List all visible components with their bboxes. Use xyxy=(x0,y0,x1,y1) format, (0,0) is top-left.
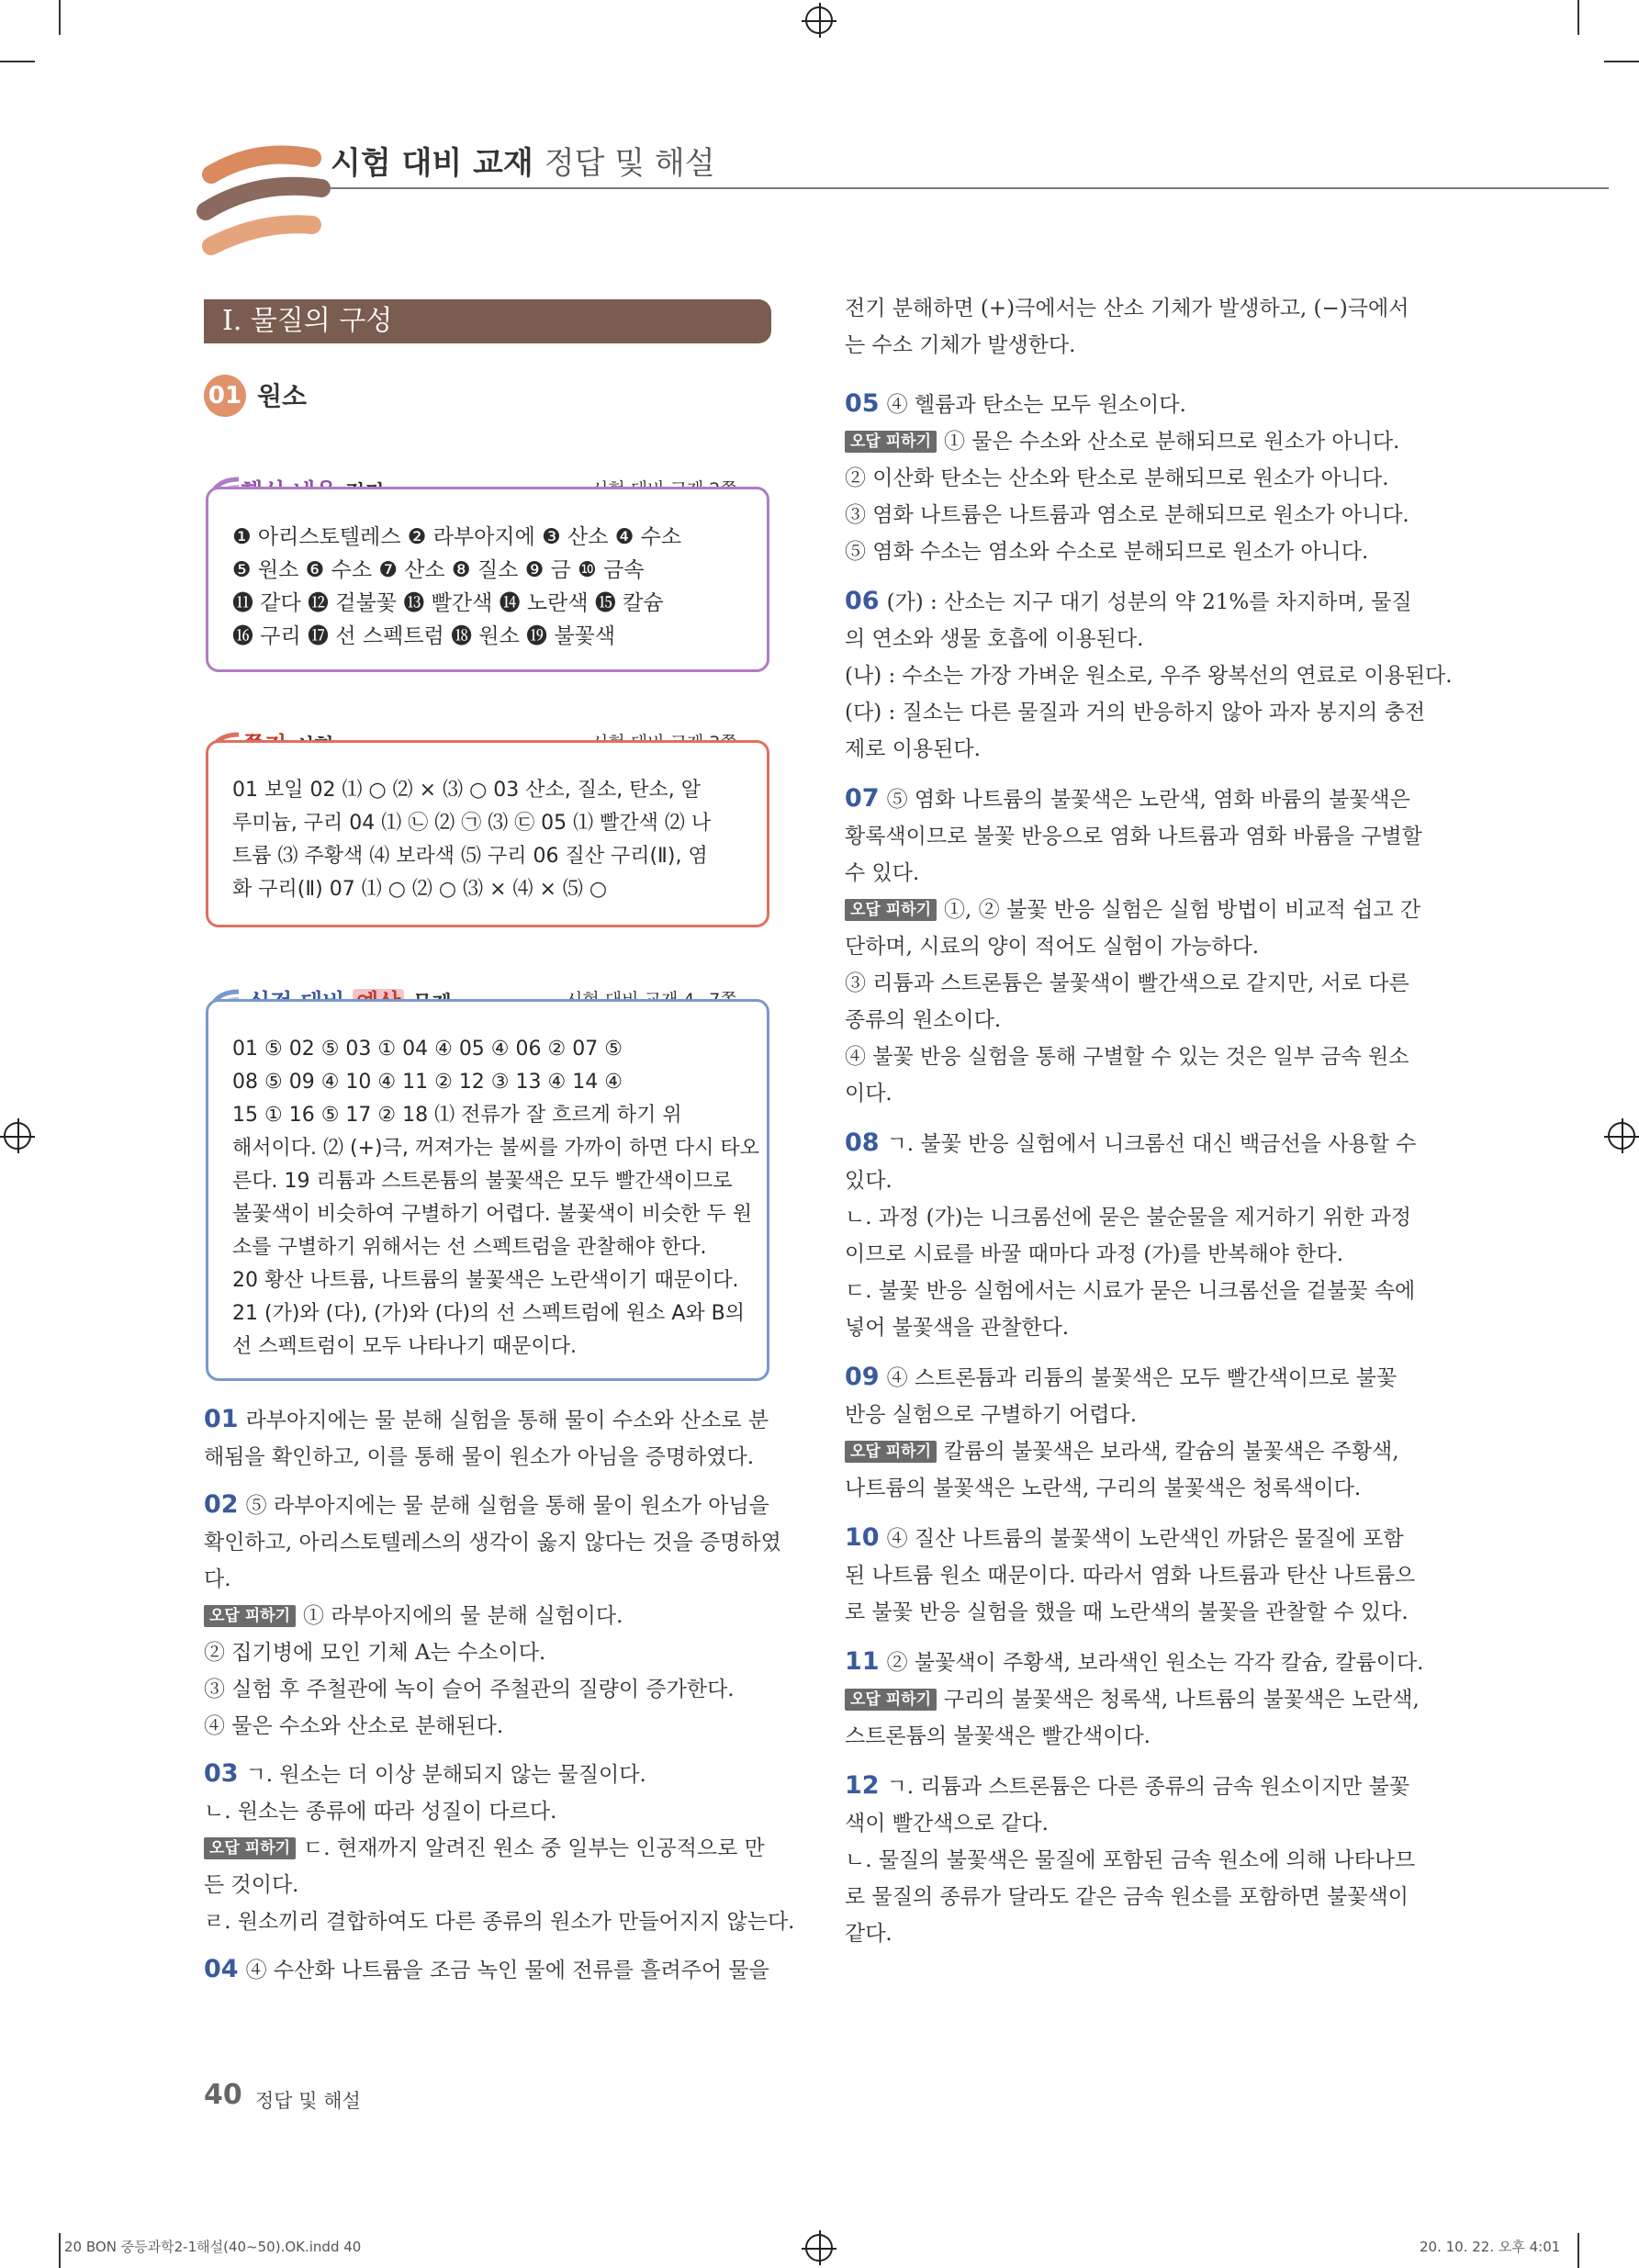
answer-text: 의 연소와 생물 호흡에 이용된다. xyxy=(845,627,1144,651)
answer-line xyxy=(845,1879,1432,1915)
print-slug-file: 20 BON 중등과학2-1해설(40~50).OK.indd 40 xyxy=(64,2239,362,2255)
answer-number: 06 xyxy=(845,587,880,615)
wrong-answer-tag: 오답 피하기 xyxy=(204,1605,296,1627)
answer-text: 든 것이다. xyxy=(204,1873,299,1897)
answer-line xyxy=(204,1793,773,1830)
answer-line xyxy=(204,1439,773,1476)
answer-line xyxy=(845,1805,1432,1842)
answer-line xyxy=(845,818,1432,855)
answer-line xyxy=(845,1915,1432,1952)
header-subtitle: 정답 및 해설 xyxy=(544,145,715,182)
answer-text: ㄱ. 리튬과 스트론튬은 다른 종류의 금속 원소이지만 불꽃 xyxy=(886,1775,1410,1799)
answer-text: 해됨을 확인하고, 이를 통해 물이 원소가 아님을 증명하였다. xyxy=(204,1445,755,1469)
answer-line xyxy=(204,1830,773,1867)
print-slug-date: 20. 10. 22. 오후 4:01 xyxy=(1420,2239,1561,2255)
practice-line: 01 ⑤ 02 ⑤ 03 ① 04 ④ 05 ④ 06 ② 07 ⑤ xyxy=(232,1038,623,1061)
answer-text: 구리의 불꽃색은 청록색, 나트륨의 불꽃색은 노란색, xyxy=(944,1688,1420,1712)
answer-number: 03 xyxy=(204,1759,239,1788)
right-answer-list xyxy=(845,386,1453,1965)
answer-line xyxy=(845,1470,1432,1507)
answer-line xyxy=(845,1644,1432,1681)
answer-line xyxy=(845,423,1432,460)
unit-number-badge: 01 xyxy=(204,375,246,417)
answer-text: ① 라부아지에의 물 분해 실험이다. xyxy=(303,1604,623,1628)
header-title xyxy=(331,138,715,183)
practice-box xyxy=(206,999,769,1381)
practice-line: 20 황산 나트륨, 나트륨의 불꽃색은 노란색이기 때문이다. xyxy=(232,1269,739,1292)
answer-text: ② 이산화 탄소는 산소와 탄소로 분해되므로 원소가 아니다. xyxy=(845,466,1389,490)
answer-number: 12 xyxy=(845,1771,880,1800)
answer-line xyxy=(845,621,1432,657)
answer-line xyxy=(845,965,1432,1002)
answer-block xyxy=(204,1951,773,1989)
header-title-main: 시험 대비 교재 xyxy=(331,145,533,182)
answer-line xyxy=(204,1756,773,1793)
answer-text: 종류의 원소이다. xyxy=(845,1008,1002,1032)
answer-text: ㄱ. 불꽃 반응 실험에서 니크롬선 대신 백금선을 사용할 수 xyxy=(886,1132,1417,1156)
answer-number: 10 xyxy=(845,1523,880,1552)
quiz-line: 화 구리(Ⅱ) 07 ⑴ ○ ⑵ ○ ⑶ × ⑷ × ⑸ ○ xyxy=(232,878,608,901)
answer-line xyxy=(845,460,1432,497)
crop-mark xyxy=(0,61,35,62)
answer-text: 수 있다. xyxy=(845,861,920,885)
wrong-answer-tag: 오답 피하기 xyxy=(845,1441,937,1463)
answer-text: 단하며, 시료의 양이 적어도 실험이 가능하다. xyxy=(845,935,1260,959)
answer-line xyxy=(204,1951,773,1989)
answer-line xyxy=(845,1039,1432,1075)
answer-line xyxy=(845,1162,1432,1199)
left-answer-list xyxy=(204,1401,795,2000)
answer-line xyxy=(845,1199,1432,1236)
answer-text: 색이 빨간색으로 같다. xyxy=(845,1812,1049,1836)
answer-line xyxy=(204,1598,773,1634)
right-intro-line: 는 수소 기체가 발생한다. xyxy=(845,333,1076,357)
answer-line xyxy=(845,583,1432,621)
answer-line xyxy=(845,1273,1432,1309)
answer-text: 된 나트륨 원소 때문이다. 따라서 염화 나트륨과 탄산 나트륨으 xyxy=(845,1564,1416,1588)
answer-number: 08 xyxy=(845,1128,880,1157)
crop-mark xyxy=(1577,2233,1579,2268)
answer-text: 다. xyxy=(204,1567,231,1591)
answer-line xyxy=(845,1594,1432,1631)
answer-text: ㄷ. 불꽃 반응 실험에서는 시료가 묻은 니크롬선을 겉불꽃 속에 xyxy=(845,1279,1416,1303)
right-intro-line: 전기 분해하면 (+)극에서는 산소 기체가 발생하고, (−)극에서 xyxy=(845,297,1409,320)
answer-text: ③ 리튬과 스트론튬은 불꽃색이 빨간색으로 같지만, 서로 다른 xyxy=(845,971,1409,995)
answer-text: (나) : 수소는 가장 가벼운 원소로, 우주 왕복선의 연료로 이용된다. xyxy=(845,664,1453,688)
header-swoosh-icon xyxy=(193,138,331,257)
wrong-answer-tag: 오답 피하기 xyxy=(845,1689,937,1711)
answer-line xyxy=(845,780,1432,818)
answer-text: 로 불꽃 반응 실험을 했을 때 노란색의 불꽃을 관찰할 수 있다. xyxy=(845,1600,1409,1624)
answer-line xyxy=(204,1401,773,1439)
answer-number: 01 xyxy=(204,1405,239,1433)
practice-line: 08 ⑤ 09 ④ 10 ④ 11 ② 12 ③ 13 ④ 14 ④ xyxy=(232,1071,623,1094)
answer-text: 이므로 시료를 바꿀 때마다 과정 (가)를 반복해야 한다. xyxy=(845,1242,1344,1266)
answer-line xyxy=(845,1842,1432,1879)
answer-number: 11 xyxy=(845,1647,880,1676)
answer-text: ㄴ. 물질의 불꽃색은 물질에 포함된 금속 원소에 의해 나타나므 xyxy=(845,1848,1416,1872)
answer-text: 반응 실험으로 구별하기 어렵다. xyxy=(845,1403,1138,1427)
answer-text: 로 물질의 종류가 달라도 같은 금속 원소를 포함하면 불꽃색이 xyxy=(845,1885,1409,1909)
crop-mark xyxy=(59,2233,61,2268)
answer-line xyxy=(845,1236,1432,1273)
footer-label: 정답 및 해설 xyxy=(255,2090,361,2112)
wrong-answer-tag: 오답 피하기 xyxy=(204,1837,296,1859)
answer-text: (가) : 산소는 지구 대기 성분의 약 21%를 차지하며, 물질 xyxy=(886,590,1412,614)
answer-block xyxy=(204,1401,773,1476)
unit-title: 원소 xyxy=(257,381,308,411)
practice-line: 21 (가)와 (다), (가)와 (다)의 선 스펙트럼에 원소 A와 B의 xyxy=(232,1302,746,1325)
page-number: 40 xyxy=(204,2079,242,2111)
answer-block xyxy=(845,583,1453,768)
answer-line xyxy=(845,1075,1432,1112)
answer-line xyxy=(204,1903,795,1940)
header-rule xyxy=(331,187,1609,189)
answer-block xyxy=(845,1768,1432,1952)
answer-text: 제로 이용된다. xyxy=(845,737,981,761)
answer-text: 황록색이므로 불꽃 반응으로 염화 나트륨과 염화 바륨을 구별할 xyxy=(845,825,1422,848)
answer-line xyxy=(845,657,1453,694)
answer-text: ㄷ. 현재까지 알려진 원소 중 일부는 인공적으로 만 xyxy=(303,1836,765,1860)
summary-row: ⓰ 구리 ⓱ 선 스펙트럼 ⓲ 원소 ⓳ 불꽃색 xyxy=(232,624,616,648)
answer-line xyxy=(204,1671,773,1708)
answer-block xyxy=(845,780,1432,1112)
summary-row: ⓫ 같다 ⓬ 겉불꽃 ⓭ 빨간색 ⓮ 노란색 ⓯ 칼슘 xyxy=(232,591,664,615)
answer-line xyxy=(845,497,1432,533)
answer-line xyxy=(845,1520,1432,1557)
wrong-answer-tag: 오답 피하기 xyxy=(845,431,937,453)
answer-block xyxy=(204,1756,795,1940)
wrong-answer-tag: 오답 피하기 xyxy=(845,899,937,921)
answer-text: 확인하고, 아리스토텔레스의 생각이 옳지 않다는 것을 증명하였 xyxy=(204,1531,781,1555)
answer-text: ⑤ 염화 수소는 염소와 수소로 분해되므로 원소가 아니다. xyxy=(845,540,1369,564)
answer-line xyxy=(845,1433,1432,1470)
answer-line xyxy=(845,1768,1432,1805)
crop-mark xyxy=(1604,61,1639,62)
answer-line xyxy=(845,1557,1432,1594)
answer-line xyxy=(204,1487,773,1524)
summary-box xyxy=(206,487,769,672)
answer-line xyxy=(204,1524,781,1561)
answer-line xyxy=(845,1002,1432,1039)
registration-mark-icon xyxy=(805,2234,833,2262)
answer-text: 이다. xyxy=(845,1082,892,1106)
answer-number: 04 xyxy=(204,1955,239,1983)
answer-line xyxy=(845,1718,1432,1755)
answer-text: 나트륨의 불꽃색은 노란색, 구리의 불꽃색은 청록색이다. xyxy=(845,1476,1362,1500)
answer-text: ④ 불꽃 반응 실험을 통해 구별할 수 있는 것은 일부 금속 원소 xyxy=(845,1045,1409,1069)
answer-block xyxy=(845,1644,1432,1755)
answer-text: 칼륨의 불꽃색은 보라색, 칼슘의 불꽃색은 주황색, xyxy=(944,1440,1399,1464)
answer-text: ⑤ 염화 나트륨의 불꽃색은 노란색, 염화 바륨의 불꽃색은 xyxy=(886,788,1410,812)
answer-block xyxy=(204,1487,781,1745)
answer-text: ④ 수산화 나트륨을 조금 녹인 물에 전류를 흘려주어 물을 xyxy=(245,1959,769,1982)
answer-block xyxy=(845,386,1432,570)
quiz-line: 01 보일 02 ⑴ ○ ⑵ × ⑶ ○ 03 산소, 질소, 탄소, 알 xyxy=(232,779,701,802)
answer-number: 07 xyxy=(845,784,880,813)
answer-number: 09 xyxy=(845,1363,880,1391)
practice-line: 른다. 19 리튬과 스트론튬의 불꽃색은 모두 빨간색이므로 xyxy=(232,1170,733,1193)
section-title: Ⅰ. 물질의 구성 xyxy=(204,299,771,343)
answer-text: ④ 질산 나트륨의 불꽃색이 노란색인 까닭은 물질에 포함 xyxy=(886,1527,1404,1551)
answer-text: ② 불꽃색이 주황색, 보라색인 원소는 각각 칼슘, 칼륨이다. xyxy=(886,1651,1424,1675)
quiz-line: 트륨 ⑶ 주황색 ⑷ 보라색 ⑸ 구리 06 질산 구리(Ⅱ), 염 xyxy=(232,845,708,868)
answer-text: 있다. xyxy=(845,1169,892,1193)
right-intro xyxy=(845,290,1432,364)
answer-text: ④ 스트론튬과 리튬의 불꽃색은 모두 빨간색이므로 불꽃 xyxy=(886,1366,1398,1390)
answer-line xyxy=(845,1397,1432,1433)
quiz-box xyxy=(206,740,769,927)
answer-block xyxy=(845,1520,1432,1631)
answer-text: ③ 염화 나트륨은 나트륨과 염소로 분해되므로 원소가 아니다. xyxy=(845,503,1409,527)
answer-number: 02 xyxy=(204,1490,239,1519)
registration-mark-icon xyxy=(4,1122,31,1150)
practice-line: 선 스펙트럼이 모두 나타나기 때문이다. xyxy=(232,1335,577,1358)
answer-block xyxy=(845,1125,1432,1346)
answer-line xyxy=(845,533,1432,570)
answer-text: 라부아지에는 물 분해 실험을 통해 물이 수소와 산소로 분 xyxy=(245,1409,769,1432)
answer-text: ㄱ. 원소는 더 이상 분해되지 않는 물질이다. xyxy=(245,1763,646,1787)
answer-line xyxy=(845,1681,1432,1718)
crop-mark xyxy=(59,0,61,35)
summary-row: ❺ 원소 ❻ 수소 ❼ 산소 ❽ 질소 ❾ 금 ❿ 금속 xyxy=(232,558,645,582)
answer-text: ① 물은 수소와 산소로 분해되므로 원소가 아니다. xyxy=(944,430,1400,454)
answer-text: 같다. xyxy=(845,1922,892,1946)
quiz-line: 루미늄, 구리 04 ⑴ ㉡ ⑵ ㉠ ⑶ ㉢ 05 ⑴ 빨간색 ⑵ 나 xyxy=(232,812,712,835)
answer-line xyxy=(845,386,1432,423)
answer-text: ③ 실험 후 주철관에 녹이 슬어 주철관의 질량이 증가한다. xyxy=(204,1678,735,1701)
registration-mark-icon xyxy=(1608,1122,1635,1150)
answer-line xyxy=(845,694,1432,731)
answer-text: ㄴ. 과정 (가)는 니크롬선에 묻은 불순물을 제거하기 위한 과정 xyxy=(845,1206,1411,1229)
answer-line xyxy=(845,892,1432,928)
answer-line xyxy=(845,731,1432,768)
answer-line xyxy=(845,1125,1432,1162)
crop-mark xyxy=(1577,0,1579,35)
answer-text: ㄴ. 원소는 종류에 따라 성질이 다르다. xyxy=(204,1800,557,1824)
practice-line: 소를 구별하기 위해서는 선 스펙트럼을 관찰해야 한다. xyxy=(232,1236,707,1259)
answer-text: ⑤ 라부아지에는 물 분해 실험을 통해 물이 원소가 아님을 xyxy=(245,1494,769,1518)
answer-text: ㄹ. 원소끼리 결합하여도 다른 종류의 원소가 만들어지지 않는다. xyxy=(204,1910,795,1934)
answer-text: (다) : 질소는 다른 물질과 거의 반응하지 않아 과자 봉지의 충전 xyxy=(845,701,1426,724)
answer-block xyxy=(845,1359,1432,1507)
answer-line xyxy=(845,1359,1432,1397)
practice-line: 해서이다. ⑵ (+)극, 꺼져가는 불씨를 가까이 하면 다시 타오 xyxy=(232,1137,759,1160)
answer-text: ② 집기병에 모인 기체 A는 수소이다. xyxy=(204,1641,546,1665)
answer-text: ①, ② 불꽃 반응 실험은 실험 방법이 비교적 쉽고 간 xyxy=(944,898,1421,922)
answer-text: 스트론튬의 불꽃색은 빨간색이다. xyxy=(845,1724,1151,1748)
answer-line xyxy=(845,855,1432,892)
answer-line xyxy=(204,1561,773,1598)
answer-text: ④ 헬륨과 탄소는 모두 원소이다. xyxy=(886,393,1186,417)
answer-number: 05 xyxy=(845,389,880,418)
answer-text: 넣어 불꽃색을 관찰한다. xyxy=(845,1316,1070,1340)
answer-line xyxy=(204,1708,773,1745)
answer-line xyxy=(204,1634,773,1671)
answer-line xyxy=(845,928,1432,965)
practice-line: 15 ① 16 ⑤ 17 ② 18 ⑴ 전류가 잘 흐르게 하기 위 xyxy=(232,1104,682,1127)
answer-line xyxy=(845,1309,1432,1346)
summary-row: ❶ 아리스토텔레스 ❷ 라부아지에 ❸ 산소 ❹ 수소 xyxy=(232,525,682,549)
answer-line xyxy=(204,1867,773,1903)
practice-line: 불꽃색이 비슷하여 구별하기 어렵다. 불꽃색이 비슷한 두 원 xyxy=(232,1203,752,1226)
registration-mark-icon xyxy=(805,6,833,34)
answer-text: ④ 물은 수소와 산소로 분해된다. xyxy=(204,1714,504,1738)
